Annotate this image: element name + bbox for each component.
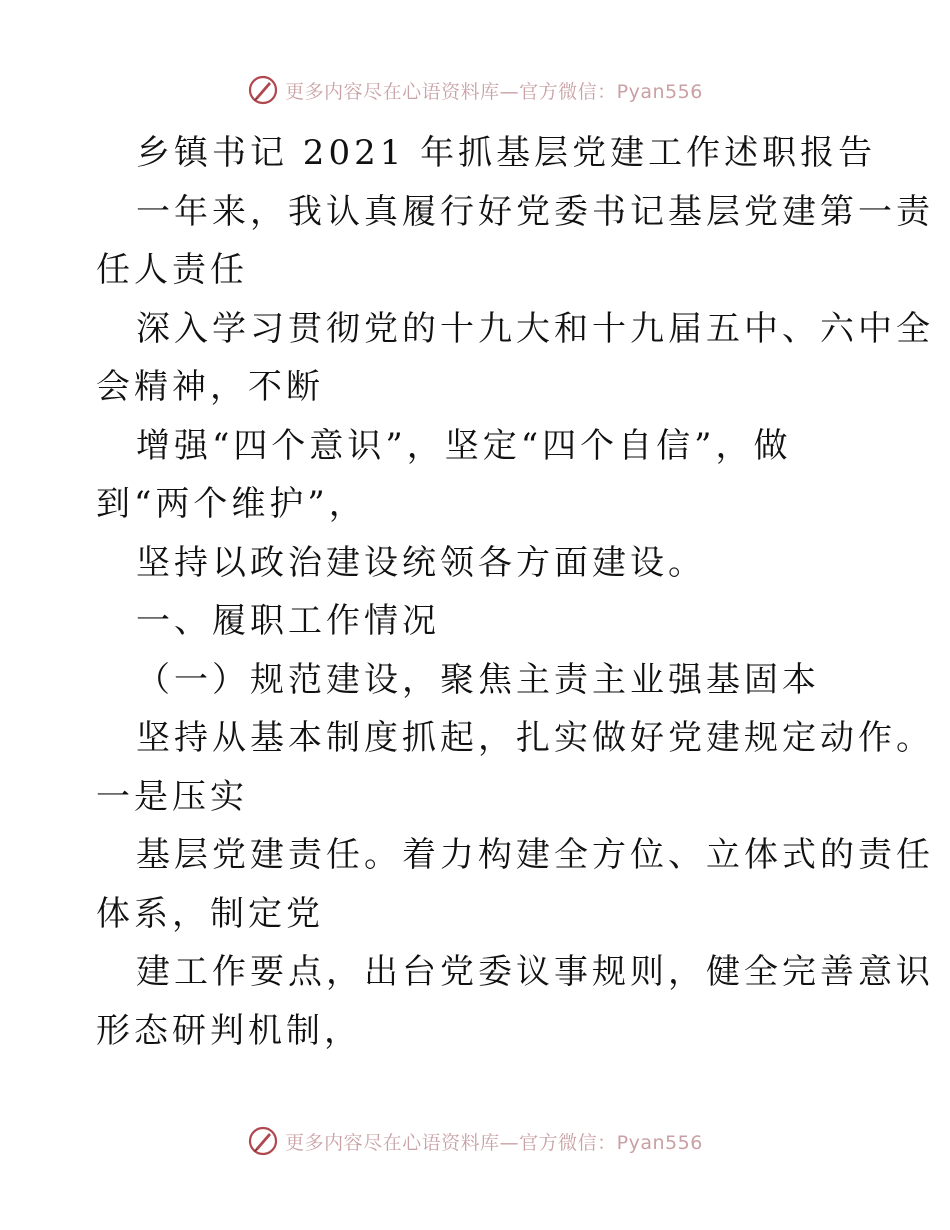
paragraph-line: 坚持从基本制度抓起，扎实做好党建规定动作。 bbox=[136, 718, 934, 758]
paragraph-line: 增强“四个意识”，坚定“四个自信”，做 bbox=[136, 425, 792, 466]
paragraph-line: 到“两个维护”， bbox=[96, 484, 367, 524]
document-body bbox=[96, 124, 934, 1060]
paragraph-line: 任人责任 bbox=[96, 250, 248, 290]
quill-pen-icon bbox=[247, 74, 279, 106]
paragraph-line: 一是压实 bbox=[96, 776, 248, 817]
footer-watermark bbox=[0, 1124, 950, 1158]
quill-pen-icon bbox=[247, 1125, 279, 1157]
paragraph-line: 基层党建责任。着力构建全方位、立体式的责任 bbox=[136, 835, 934, 875]
paragraph-line: 深入学习贯彻党的十九大和十九届五中、六中全 bbox=[136, 308, 934, 349]
paragraph-line: 会精神，不断 bbox=[96, 367, 324, 407]
paragraph-line: 建工作要点，出台党委议事规则，健全完善意识 bbox=[136, 952, 934, 992]
document-title: 乡镇书记 2021 年抓基层党建工作述职报告 bbox=[136, 133, 877, 173]
subsection-heading: （一）规范建设，聚焦主责主业强基固本 bbox=[136, 659, 820, 700]
paragraph-line: 形态研判机制， bbox=[96, 1010, 362, 1051]
section-heading: 一、履职工作情况 bbox=[136, 601, 440, 641]
header-watermark bbox=[0, 73, 950, 107]
watermark-text: 更多内容尽在心语资料库—官方微信：Pyan556 bbox=[285, 1131, 703, 1154]
paragraph-line: 一年来，我认真履行好党委书记基层党建第一责 bbox=[136, 191, 934, 232]
watermark-text: 更多内容尽在心语资料库—官方微信：Pyan556 bbox=[285, 80, 703, 103]
paragraph-line: 坚持以政治建设统领各方面建设。 bbox=[136, 542, 706, 583]
paragraph-line: 体系，制定党 bbox=[96, 893, 324, 934]
